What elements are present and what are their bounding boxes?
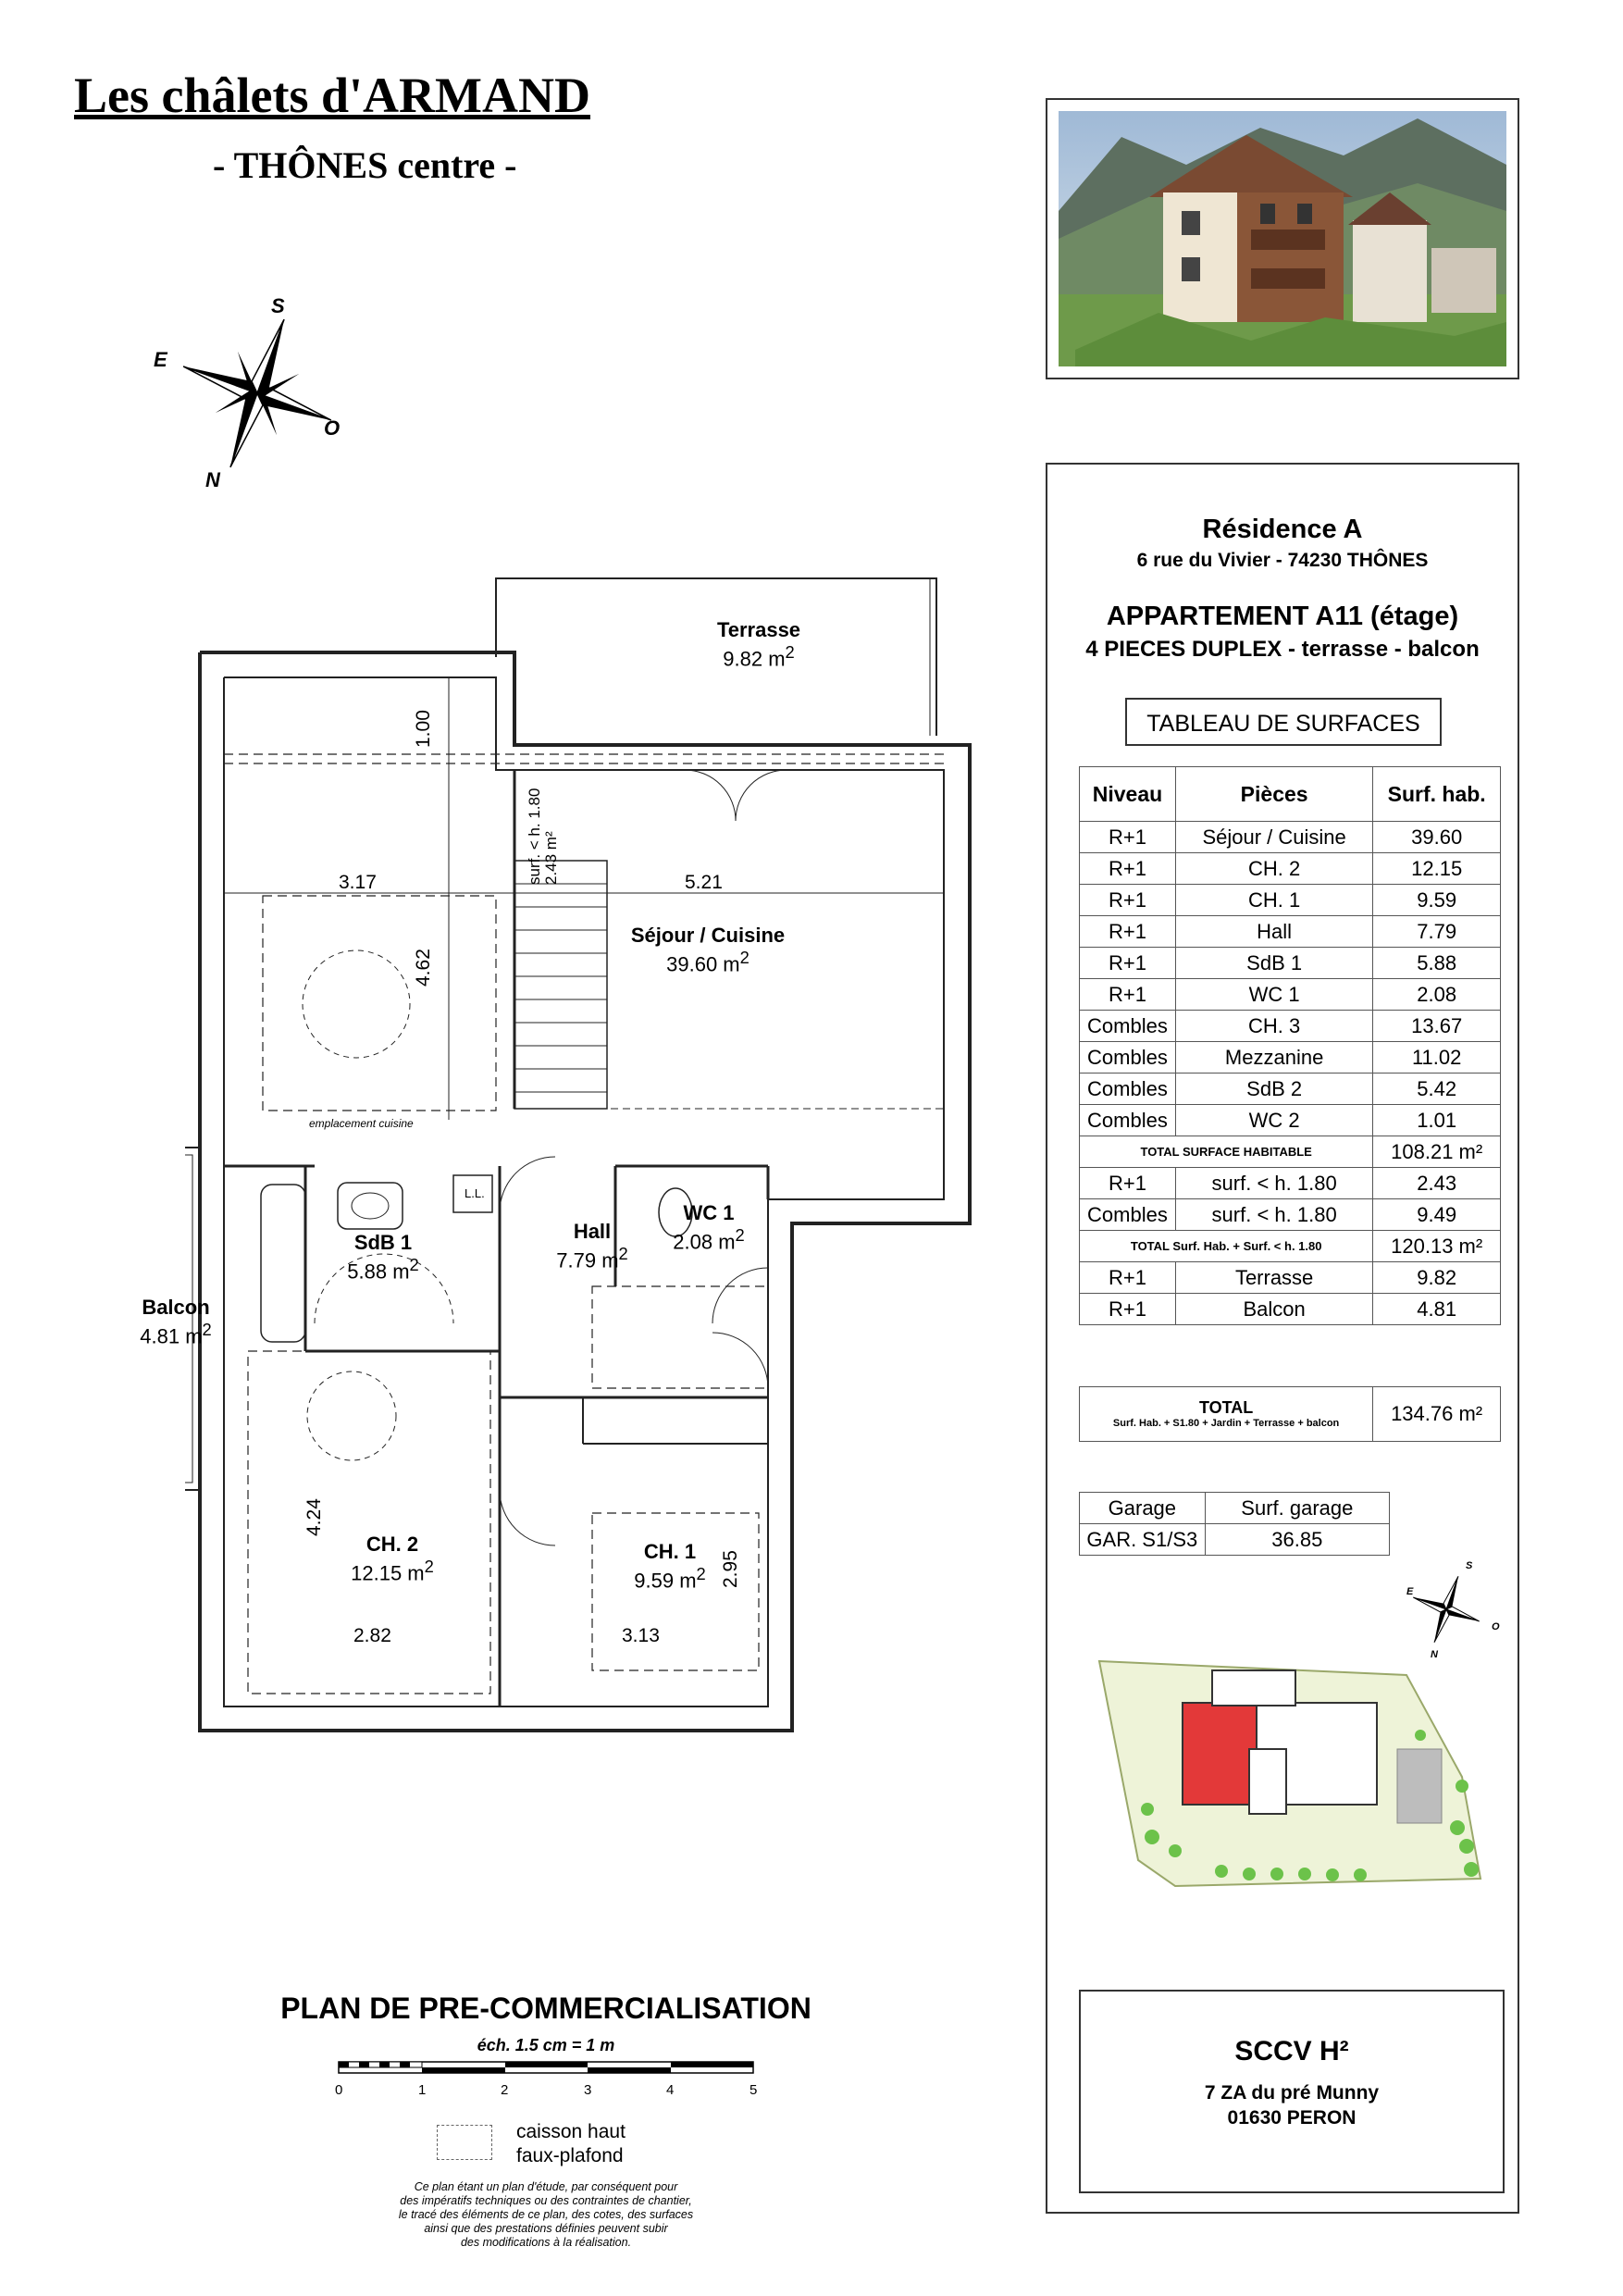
- table-cell: CH. 2: [1175, 853, 1372, 885]
- sq-sup: 2: [739, 948, 750, 967]
- table-header-row: [1080, 767, 1501, 822]
- table-row: [1080, 1105, 1501, 1136]
- dim-3-17: 3.17: [339, 872, 377, 893]
- dim-5-21: 5.21: [685, 872, 723, 893]
- table-cell: surf. < h. 1.80: [1175, 1199, 1372, 1231]
- total-hab-value: 108.21 m²: [1373, 1136, 1501, 1168]
- apartment-name: APPARTEMENT A11 (étage): [1106, 602, 1459, 631]
- table-cell: R+1: [1080, 822, 1176, 853]
- table-header-pieces: Pièces: [1175, 767, 1372, 822]
- kitchen-location-note: emplacement cuisine: [309, 1117, 414, 1130]
- scale-tick-5: 5: [750, 2082, 758, 2098]
- table-cell: 5.88: [1373, 948, 1501, 979]
- table-row: [1080, 885, 1501, 916]
- sq-sup: 2: [409, 1255, 419, 1274]
- room-sdb1: [337, 1231, 429, 1284]
- table-cell: Balcon: [1175, 1294, 1372, 1325]
- apartment-type: 4 PIECES DUPLEX - terrasse - balcon: [1085, 637, 1480, 662]
- disclaimer: [287, 2180, 805, 2250]
- sq-sup: 2: [696, 1564, 706, 1583]
- room-sdb1-name: SdB 1: [353, 1231, 413, 1254]
- residence-address: 6 rue du Vivier - 74230 THÔNES: [1136, 550, 1429, 571]
- sq-sup: 2: [618, 1244, 628, 1263]
- table-cell: Hall: [1175, 916, 1372, 948]
- table-cell: 11.02: [1373, 1042, 1501, 1074]
- table-cell: Séjour / Cuisine: [1175, 822, 1372, 853]
- table-cell: 2.43: [1373, 1168, 1501, 1199]
- grand-total-value: 134.76 m²: [1373, 1387, 1501, 1442]
- surfaces-table: [1079, 766, 1501, 1325]
- table-cell: R+1: [1080, 979, 1176, 1011]
- small-compass-icon: [1395, 1558, 1497, 1660]
- disclaimer-line: Ce plan étant un plan d'étude, par conséquent pour: [414, 2180, 678, 2193]
- legend-caisson: caisson haut: [516, 2121, 626, 2142]
- total-hab-label: TOTAL SURFACE HABITABLE: [1080, 1136, 1373, 1168]
- room-terrasse: [712, 618, 805, 671]
- table-cell: CH. 1: [1175, 885, 1372, 916]
- scale-bar: [333, 2058, 759, 2086]
- table-cell: 39.60: [1373, 822, 1501, 853]
- room-terrasse-name: Terrasse: [716, 618, 801, 641]
- linen-label: L.L.: [465, 1186, 485, 1200]
- room-wc1-name: WC 1: [683, 1201, 735, 1224]
- room-terrasse-area: 9.82 m: [723, 647, 786, 671]
- garage-name: GAR. S1/S3: [1080, 1524, 1206, 1556]
- room-hall: [546, 1220, 638, 1272]
- room-sdb1-area: 5.88 m: [347, 1260, 410, 1284]
- room-ch2: [346, 1533, 439, 1585]
- room-hall-area: 7.79 m: [556, 1248, 619, 1272]
- garage-surf-value: 36.85: [1205, 1524, 1389, 1556]
- small-compass-o: O: [1492, 1621, 1500, 1632]
- table-cell: CH. 3: [1175, 1011, 1372, 1042]
- room-ch1: [624, 1540, 716, 1593]
- dim-1-00: 1.00: [413, 710, 434, 748]
- company-address-1: 7 ZA du pré Munny: [1204, 2082, 1380, 2104]
- table-row: [1080, 1011, 1501, 1042]
- table-cell: 1.01: [1373, 1105, 1501, 1136]
- small-compass-e: E: [1406, 1586, 1414, 1597]
- small-compass-s: S: [1466, 1560, 1473, 1571]
- room-balcon-area: 4.81 m: [140, 1324, 203, 1348]
- room-wc1: [663, 1201, 755, 1254]
- dim-4-24: 4.24: [304, 1498, 325, 1536]
- surfaces-table-title: TABLEAU DE SURFACES: [1125, 698, 1442, 746]
- table-row: [1080, 822, 1501, 853]
- table-cell: Terrasse: [1175, 1262, 1372, 1294]
- table-row: [1080, 1199, 1501, 1231]
- table-cell: surf. < h. 1.80: [1175, 1168, 1372, 1199]
- table-cell: WC 2: [1175, 1105, 1372, 1136]
- table-cell: SdB 1: [1175, 948, 1372, 979]
- room-hall-name: Hall: [573, 1220, 612, 1243]
- building-rendering-image: [1047, 100, 1518, 378]
- plan-scale-label: éch. 1.5 cm = 1 m: [477, 2036, 615, 2054]
- table-cell: R+1: [1080, 916, 1176, 948]
- table-cell: 5.42: [1373, 1074, 1501, 1105]
- table-cell: 9.49: [1373, 1199, 1501, 1231]
- table-header-surf: Surf. hab.: [1373, 767, 1501, 822]
- table-row: [1080, 979, 1501, 1011]
- table-cell: R+1: [1080, 948, 1176, 979]
- table-row: [1080, 853, 1501, 885]
- disclaimer-line: le tracé des éléments de ce plan, des cotes, des surfaces: [398, 2208, 694, 2221]
- table-row: [1080, 1262, 1501, 1294]
- table-row: [1080, 948, 1501, 979]
- grand-total-label: TOTAL: [1198, 1398, 1254, 1418]
- grand-total-table: [1079, 1386, 1501, 1442]
- compass-rose-icon: [148, 296, 361, 500]
- room-sejour-name: Séjour / Cuisine: [630, 924, 786, 947]
- dim-2-95: 2.95: [720, 1550, 741, 1588]
- company-address-2: 01630 PERON: [1227, 2107, 1357, 2128]
- room-sejour: [601, 924, 814, 976]
- scale-tick-0: 0: [335, 2082, 343, 2098]
- table-cell: Mezzanine: [1175, 1042, 1372, 1074]
- legend-swatch: [437, 2125, 492, 2160]
- compass-label-e: E: [154, 348, 167, 371]
- table-cell: SdB 2: [1175, 1074, 1372, 1105]
- stair-note-2: 2.43 m²: [542, 831, 560, 885]
- table-row: [1080, 1042, 1501, 1074]
- table-cell: 13.67: [1373, 1011, 1501, 1042]
- scale-tick-1: 1: [418, 2082, 427, 2098]
- room-balcon-name: Balcon: [142, 1296, 210, 1319]
- garage-header: Garage: [1080, 1493, 1206, 1524]
- dim-4-62: 4.62: [413, 949, 434, 987]
- table-cell: Combles: [1080, 1199, 1176, 1231]
- table-cell: 9.59: [1373, 885, 1501, 916]
- table-cell: R+1: [1080, 1168, 1176, 1199]
- compass-label-n: N: [205, 468, 220, 491]
- room-balcon: [130, 1296, 222, 1348]
- total-hab-row: [1080, 1136, 1501, 1168]
- table-row: [1080, 1168, 1501, 1199]
- project-title: Les châlets d'ARMAND: [74, 68, 590, 123]
- project-subtitle: - THÔNES centre -: [213, 144, 517, 186]
- disclaimer-line: ainsi que des prestations définies peuvent subir: [424, 2222, 668, 2235]
- room-ch1-name: CH. 1: [643, 1540, 697, 1563]
- grand-total-sub: Surf. Hab. + S1.80 + Jardin + Terrasse + balcon: [1112, 1417, 1340, 1429]
- dim-3-13: 3.13: [622, 1625, 660, 1646]
- sq-sup: 2: [424, 1557, 434, 1576]
- table-cell: WC 1: [1175, 979, 1372, 1011]
- garage-surf-header: Surf. garage: [1205, 1493, 1389, 1524]
- sq-sup: 2: [735, 1225, 745, 1245]
- disclaimer-line: des modifications à la réalisation.: [460, 2236, 632, 2249]
- total-low-value: 120.13 m²: [1373, 1231, 1501, 1262]
- stair-note-1: surf. < h. 1.80: [526, 788, 543, 885]
- compass-label-s: S: [271, 294, 285, 317]
- sq-sup: 2: [785, 642, 795, 662]
- table-cell: 12.15: [1373, 853, 1501, 885]
- room-ch2-area: 12.15 m: [351, 1561, 425, 1585]
- room-ch2-name: CH. 2: [365, 1533, 419, 1556]
- table-cell: Combles: [1080, 1042, 1176, 1074]
- total-low-label: TOTAL Surf. Hab. + Surf. < h. 1.80: [1080, 1231, 1373, 1262]
- table-cell: R+1: [1080, 1294, 1176, 1325]
- table-cell: R+1: [1080, 1262, 1176, 1294]
- table-cell: R+1: [1080, 853, 1176, 885]
- small-compass-n: N: [1431, 1649, 1438, 1660]
- room-wc1-area: 2.08 m: [673, 1230, 736, 1254]
- table-row: [1080, 1294, 1501, 1325]
- photo-frame: [1046, 98, 1519, 379]
- compass-label-o: O: [324, 416, 341, 440]
- plan-title: PLAN DE PRE-COMMERCIALISATION: [280, 1992, 812, 2025]
- residence-name: Résidence A: [1202, 515, 1363, 544]
- room-ch1-area: 9.59 m: [634, 1569, 697, 1593]
- table-cell: 9.82: [1373, 1262, 1501, 1294]
- sq-sup: 2: [202, 1320, 212, 1339]
- table-cell: 7.79: [1373, 916, 1501, 948]
- garage-table: [1079, 1492, 1390, 1556]
- table-cell: 4.81: [1373, 1294, 1501, 1325]
- room-sejour-area: 39.60 m: [666, 952, 740, 976]
- grand-total-label-cell: [1080, 1387, 1373, 1442]
- company-name: SCCV H²: [1234, 2036, 1349, 2066]
- legend-faux-plafond: faux-plafond: [516, 2145, 624, 2166]
- scale-tick-2: 2: [501, 2082, 509, 2098]
- total-low-row: [1080, 1231, 1501, 1262]
- disclaimer-line: des impératifs techniques ou des contraintes de chantier,: [400, 2194, 692, 2207]
- table-row: [1080, 916, 1501, 948]
- dim-2-82: 2.82: [353, 1625, 391, 1646]
- floor-plan-drawing: [185, 565, 981, 1758]
- table-cell: Combles: [1080, 1105, 1176, 1136]
- table-cell: R+1: [1080, 885, 1176, 916]
- table-cell: 2.08: [1373, 979, 1501, 1011]
- table-cell: Combles: [1080, 1011, 1176, 1042]
- table-header-niveau: Niveau: [1080, 767, 1176, 822]
- table-row: [1080, 1074, 1501, 1105]
- scale-tick-3: 3: [584, 2082, 592, 2098]
- scale-tick-4: 4: [666, 2082, 675, 2098]
- table-cell: Combles: [1080, 1074, 1176, 1105]
- site-plan-map: [1092, 1647, 1490, 1906]
